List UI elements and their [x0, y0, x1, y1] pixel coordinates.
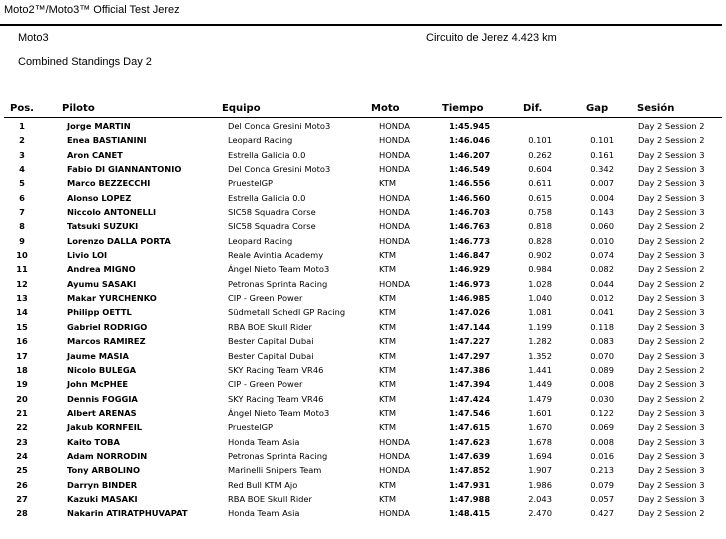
row-gap: 0.101 — [590, 135, 614, 146]
row-team: PruestelGP — [228, 178, 274, 189]
row-time: 1:47.424 — [449, 393, 491, 404]
table-row — [0, 119, 726, 133]
row-moto: HONDA — [379, 508, 410, 519]
row-session: Day 2 Session 3 — [638, 178, 705, 189]
row-diff: 0.615 — [528, 192, 552, 203]
row-gap: 0.057 — [590, 493, 614, 504]
row-time: 1:46.929 — [449, 264, 491, 275]
row-diff: 0.604 — [528, 164, 552, 175]
row-time: 1:47.988 — [449, 493, 491, 504]
row-rider: Fabio DI GIANNANTONIO — [67, 164, 182, 175]
table-row — [0, 406, 726, 420]
row-gap: 0.427 — [590, 508, 614, 519]
table-row — [0, 176, 726, 190]
row-team: SIC58 Squadra Corse — [228, 207, 316, 218]
row-session: Day 2 Session 3 — [638, 450, 705, 461]
row-time: 1:46.703 — [449, 207, 491, 218]
table-row — [0, 219, 726, 233]
row-gap: 0.082 — [590, 264, 614, 275]
row-gap: 0.016 — [590, 450, 614, 461]
row-session: Day 2 Session 2 — [638, 393, 705, 404]
table-row — [0, 435, 726, 449]
row-gap: 0.074 — [590, 250, 614, 261]
row-rider: Enea BASTIANINI — [67, 135, 147, 146]
row-position: 6 — [19, 192, 25, 203]
row-team: Bester Capital Dubai — [228, 336, 314, 347]
row-team: Del Conca Gresini Moto3 — [228, 121, 331, 131]
row-time: 1:46.560 — [449, 192, 491, 203]
table-row — [0, 363, 726, 377]
row-time: 1:47.623 — [449, 436, 491, 447]
row-team: Petronas Sprinta Racing — [228, 450, 328, 461]
row-team: Südmetall Schedl GP Racing — [228, 307, 346, 318]
table-row — [0, 305, 726, 319]
row-team: RBA BOE Skull Rider — [228, 493, 312, 504]
row-position: 11 — [16, 264, 28, 275]
row-rider: Tony ARBOLINO — [67, 465, 141, 476]
col-header-diff: Dif. — [523, 103, 543, 114]
row-team: Del Conca Gresini Moto3 — [228, 164, 331, 175]
row-time: 1:46.556 — [449, 178, 491, 189]
row-session: Day 2 Session 2 — [638, 235, 705, 246]
row-session: Day 2 Session 3 — [638, 250, 705, 261]
row-time: 1:46.549 — [449, 164, 491, 175]
row-diff: 1.670 — [528, 422, 552, 433]
table-row — [0, 148, 726, 162]
table-row — [0, 334, 726, 348]
row-position: 3 — [19, 149, 25, 160]
row-gap: 0.060 — [590, 221, 614, 232]
row-position: 24 — [16, 450, 28, 461]
row-time: 1:46.973 — [449, 278, 491, 289]
row-time: 1:47.639 — [449, 450, 491, 461]
row-gap: 0.044 — [590, 278, 614, 289]
row-session: Day 2 Session 2 — [638, 278, 705, 289]
row-team: PruestelGP — [228, 422, 274, 433]
row-diff: 2.470 — [528, 508, 552, 519]
row-time: 1:47.026 — [449, 307, 491, 318]
row-team: CIP - Green Power — [228, 293, 303, 304]
row-position: 25 — [16, 465, 28, 476]
row-gap: 0.007 — [590, 178, 614, 189]
title-divider — [0, 24, 722, 26]
row-team: Estrella Galicia 0.0 — [228, 149, 306, 160]
row-diff: 1.352 — [528, 350, 552, 361]
row-session: Day 2 Session 3 — [638, 436, 705, 447]
row-moto: KTM — [379, 307, 397, 318]
row-moto: KTM — [379, 364, 397, 375]
row-gap: 0.041 — [590, 307, 614, 318]
row-session: Day 2 Session 2 — [638, 135, 705, 146]
row-diff: 0.984 — [528, 264, 552, 275]
row-diff: 1.081 — [528, 307, 552, 318]
row-moto: HONDA — [379, 465, 410, 476]
row-time: 1:46.847 — [449, 250, 491, 261]
row-rider: Niccolo ANTONELLI — [67, 207, 157, 218]
row-session: Day 2 Session 3 — [638, 293, 705, 304]
table-row — [0, 478, 726, 492]
row-session: Day 2 Session 3 — [638, 407, 705, 418]
row-session: Day 2 Session 3 — [638, 379, 705, 390]
row-team: SKY Racing Team VR46 — [228, 393, 324, 404]
col-header-pos: Pos. — [10, 103, 34, 114]
row-moto: HONDA — [379, 235, 410, 246]
table-row — [0, 492, 726, 506]
row-rider: Jaume MASIA — [67, 350, 129, 361]
row-position: 16 — [16, 336, 28, 347]
row-team: Estrella Galicia 0.0 — [228, 192, 306, 203]
col-header-team: Equipo — [222, 103, 261, 114]
row-time: 1:47.931 — [449, 479, 491, 490]
row-diff: 1.040 — [528, 293, 552, 304]
table-row — [0, 392, 726, 406]
row-rider: Marcos RAMIREZ — [67, 336, 146, 347]
row-moto: KTM — [379, 422, 397, 433]
row-time: 1:47.615 — [449, 422, 491, 433]
row-session: Day 2 Session 3 — [638, 321, 705, 332]
row-diff: 1.907 — [528, 465, 552, 476]
row-diff: 0.758 — [528, 207, 552, 218]
row-team: Ángel Nieto Team Moto3 — [228, 407, 330, 418]
row-moto: HONDA — [379, 278, 410, 289]
table-row — [0, 191, 726, 205]
row-position: 27 — [16, 493, 28, 504]
row-team: Reale Avintia Academy — [228, 250, 324, 261]
row-gap: 0.010 — [590, 235, 614, 246]
row-moto: HONDA — [379, 164, 410, 175]
row-rider: Alonso LOPEZ — [67, 192, 132, 203]
row-moto: KTM — [379, 493, 397, 504]
row-diff: 1.479 — [528, 393, 552, 404]
row-gap: 0.342 — [590, 164, 614, 175]
row-gap: 0.008 — [590, 436, 614, 447]
row-session: Day 2 Session 2 — [638, 336, 705, 347]
row-moto: HONDA — [379, 221, 410, 232]
row-time: 1:47.227 — [449, 336, 491, 347]
row-rider: Lorenzo DALLA PORTA — [67, 235, 171, 246]
row-gap: 0.122 — [590, 407, 614, 418]
row-diff: 2.043 — [528, 493, 552, 504]
row-team: SIC58 Squadra Corse — [228, 221, 316, 232]
row-rider: Gabriel RODRIGO — [67, 321, 148, 332]
row-gap: 0.118 — [590, 321, 614, 332]
row-position: 19 — [16, 379, 28, 390]
row-session: Day 2 Session 2 — [638, 508, 705, 519]
row-rider: Jakub KORNFEIL — [67, 422, 143, 433]
row-diff: 1.678 — [528, 436, 552, 447]
row-session: Day 2 Session 3 — [638, 493, 705, 504]
row-moto: KTM — [379, 407, 397, 418]
row-moto: HONDA — [379, 192, 410, 203]
row-rider: Andrea MIGNO — [67, 264, 136, 275]
table-row — [0, 320, 726, 334]
row-time: 1:45.945 — [449, 121, 491, 131]
row-session: Day 2 Session 3 — [638, 192, 705, 203]
row-position: 18 — [16, 364, 28, 375]
row-session: Day 2 Session 2 — [638, 221, 705, 232]
row-moto: HONDA — [379, 450, 410, 461]
row-session: Day 2 Session 3 — [638, 465, 705, 476]
row-time: 1:47.394 — [449, 379, 491, 390]
row-session: Day 2 Session 2 — [638, 121, 705, 131]
row-diff: 0.262 — [528, 149, 552, 160]
row-diff: 0.611 — [528, 178, 552, 189]
row-time: 1:48.415 — [449, 508, 491, 519]
row-diff: 0.818 — [528, 221, 552, 232]
circuit-info: Circuito de Jerez 4.423 km — [426, 32, 557, 44]
row-moto: KTM — [379, 178, 397, 189]
row-rider: Darryn BINDER — [67, 479, 138, 490]
row-diff: 1.282 — [528, 336, 552, 347]
row-position: 22 — [16, 422, 28, 433]
row-gap: 0.089 — [590, 364, 614, 375]
row-position: 20 — [16, 393, 28, 404]
col-header-gap: Gap — [586, 103, 609, 114]
row-diff: 1.986 — [528, 479, 552, 490]
row-diff: 0.101 — [528, 135, 552, 146]
row-session: Day 2 Session 2 — [638, 364, 705, 375]
row-position: 7 — [19, 207, 25, 218]
row-rider: Tatsuki SUZUKI — [67, 221, 139, 232]
row-diff: 1.441 — [528, 364, 552, 375]
row-position: 23 — [16, 436, 28, 447]
row-moto: KTM — [379, 479, 397, 490]
row-rider: Adam NORRODIN — [67, 450, 148, 461]
row-session: Day 2 Session 3 — [638, 164, 705, 175]
row-position: 10 — [16, 250, 28, 261]
table-row — [0, 234, 726, 248]
row-time: 1:47.297 — [449, 350, 491, 361]
row-position: 8 — [19, 221, 25, 232]
row-team: Marinelli Snipers Team — [228, 465, 322, 476]
row-rider: Kazuki MASAKI — [67, 493, 138, 504]
row-moto: KTM — [379, 250, 397, 261]
row-time: 1:46.985 — [449, 293, 491, 304]
row-rider: Albert ARENAS — [67, 407, 137, 418]
row-team: CIP - Green Power — [228, 379, 303, 390]
row-position: 9 — [19, 235, 25, 246]
row-gap: 0.012 — [590, 293, 614, 304]
table-row — [0, 262, 726, 276]
row-position: 14 — [16, 307, 28, 318]
row-team: Honda Team Asia — [228, 508, 300, 519]
row-rider: Aron CANET — [67, 149, 123, 160]
row-time: 1:47.144 — [449, 321, 491, 332]
row-team: SKY Racing Team VR46 — [228, 364, 324, 375]
row-moto: KTM — [379, 379, 397, 390]
row-position: 1 — [19, 121, 25, 131]
col-header-session: Sesión — [637, 103, 675, 114]
table-row — [0, 162, 726, 176]
table-row — [0, 133, 726, 147]
row-moto: HONDA — [379, 135, 410, 146]
row-session: Day 2 Session 3 — [638, 207, 705, 218]
col-header-time: Tiempo — [442, 103, 484, 114]
row-gap: 0.008 — [590, 379, 614, 390]
row-gap: 0.213 — [590, 465, 614, 476]
table-row — [0, 420, 726, 434]
row-gap: 0.004 — [590, 192, 614, 203]
row-diff: 1.028 — [528, 278, 552, 289]
row-moto: KTM — [379, 336, 397, 347]
row-rider: Jorge MARTIN — [67, 121, 131, 131]
header-divider — [4, 117, 722, 118]
row-diff: 1.601 — [528, 407, 552, 418]
row-moto: HONDA — [379, 436, 410, 447]
row-gap: 0.079 — [590, 479, 614, 490]
row-position: 15 — [16, 321, 28, 332]
row-position: 2 — [19, 135, 25, 146]
row-gap: 0.083 — [590, 336, 614, 347]
row-team: Red Bull KTM Ajo — [228, 479, 298, 490]
standings-table — [0, 119, 726, 521]
row-diff: 0.828 — [528, 235, 552, 246]
row-diff: 1.694 — [528, 450, 552, 461]
col-header-moto: Moto — [371, 103, 400, 114]
row-rider: Marco BEZZECCHI — [67, 178, 151, 189]
row-moto: KTM — [379, 321, 397, 332]
row-position: 5 — [19, 178, 25, 189]
row-moto: KTM — [379, 393, 397, 404]
table-row — [0, 463, 726, 477]
col-header-rider: Piloto — [62, 103, 95, 114]
row-rider: Makar YURCHENKO — [67, 293, 157, 304]
standings-subtitle: Combined Standings Day 2 — [18, 56, 152, 68]
table-row — [0, 449, 726, 463]
row-team: RBA BOE Skull Rider — [228, 321, 312, 332]
row-rider: Philipp OETTL — [67, 307, 132, 318]
row-time: 1:46.773 — [449, 235, 491, 246]
row-rider: Livio LOI — [67, 250, 108, 261]
row-rider: Kaito TOBA — [67, 436, 120, 447]
row-session: Day 2 Session 3 — [638, 307, 705, 318]
row-team: Ángel Nieto Team Moto3 — [228, 264, 330, 275]
class-name: Moto3 — [18, 32, 49, 44]
row-rider: Dennis FOGGIA — [67, 393, 138, 404]
row-session: Day 2 Session 3 — [638, 479, 705, 490]
row-team: Leopard Racing — [228, 235, 293, 246]
row-session: Day 2 Session 3 — [638, 350, 705, 361]
row-position: 13 — [16, 293, 28, 304]
row-session: Day 2 Session 3 — [638, 149, 705, 160]
row-time: 1:46.046 — [449, 135, 491, 146]
row-time: 1:46.207 — [449, 149, 491, 160]
row-team: Bester Capital Dubai — [228, 350, 314, 361]
row-position: 17 — [16, 350, 28, 361]
row-gap: 0.030 — [590, 393, 614, 404]
row-rider: John McPHEE — [67, 379, 129, 390]
row-gap: 0.161 — [590, 149, 614, 160]
row-gap: 0.143 — [590, 207, 614, 218]
row-time: 1:47.852 — [449, 465, 491, 476]
table-row — [0, 377, 726, 391]
row-session: Day 2 Session 2 — [638, 264, 705, 275]
row-moto: KTM — [379, 293, 397, 304]
row-diff: 1.199 — [528, 321, 552, 332]
row-moto: HONDA — [379, 207, 410, 218]
row-gap: 0.069 — [590, 422, 614, 433]
row-position: 26 — [16, 479, 28, 490]
row-rider: Nicolo BULEGA — [67, 364, 137, 375]
row-position: 4 — [19, 164, 25, 175]
row-team: Petronas Sprinta Racing — [228, 278, 328, 289]
table-row — [0, 349, 726, 363]
row-time: 1:47.386 — [449, 364, 491, 375]
table-row — [0, 506, 726, 520]
row-position: 12 — [16, 278, 28, 289]
row-moto: KTM — [379, 350, 397, 361]
row-moto: HONDA — [379, 121, 410, 131]
row-session: Day 2 Session 3 — [638, 422, 705, 433]
row-rider: Ayumu SASAKI — [67, 278, 137, 289]
row-gap: 0.070 — [590, 350, 614, 361]
row-time: 1:47.546 — [449, 407, 491, 418]
table-row — [0, 205, 726, 219]
table-row — [0, 291, 726, 305]
row-team: Leopard Racing — [228, 135, 293, 146]
row-moto: KTM — [379, 264, 397, 275]
row-time: 1:46.763 — [449, 221, 491, 232]
row-diff: 1.449 — [528, 379, 552, 390]
row-diff: 0.902 — [528, 250, 552, 261]
row-rider: Nakarin ATIRATPHUVAPAT — [67, 508, 188, 519]
row-moto: HONDA — [379, 149, 410, 160]
document-title: Moto2™/Moto3™ Official Test Jerez — [4, 4, 180, 16]
row-position: 28 — [16, 508, 28, 519]
row-position: 21 — [16, 407, 28, 418]
table-row — [0, 277, 726, 291]
row-team: Honda Team Asia — [228, 436, 300, 447]
table-row — [0, 248, 726, 262]
